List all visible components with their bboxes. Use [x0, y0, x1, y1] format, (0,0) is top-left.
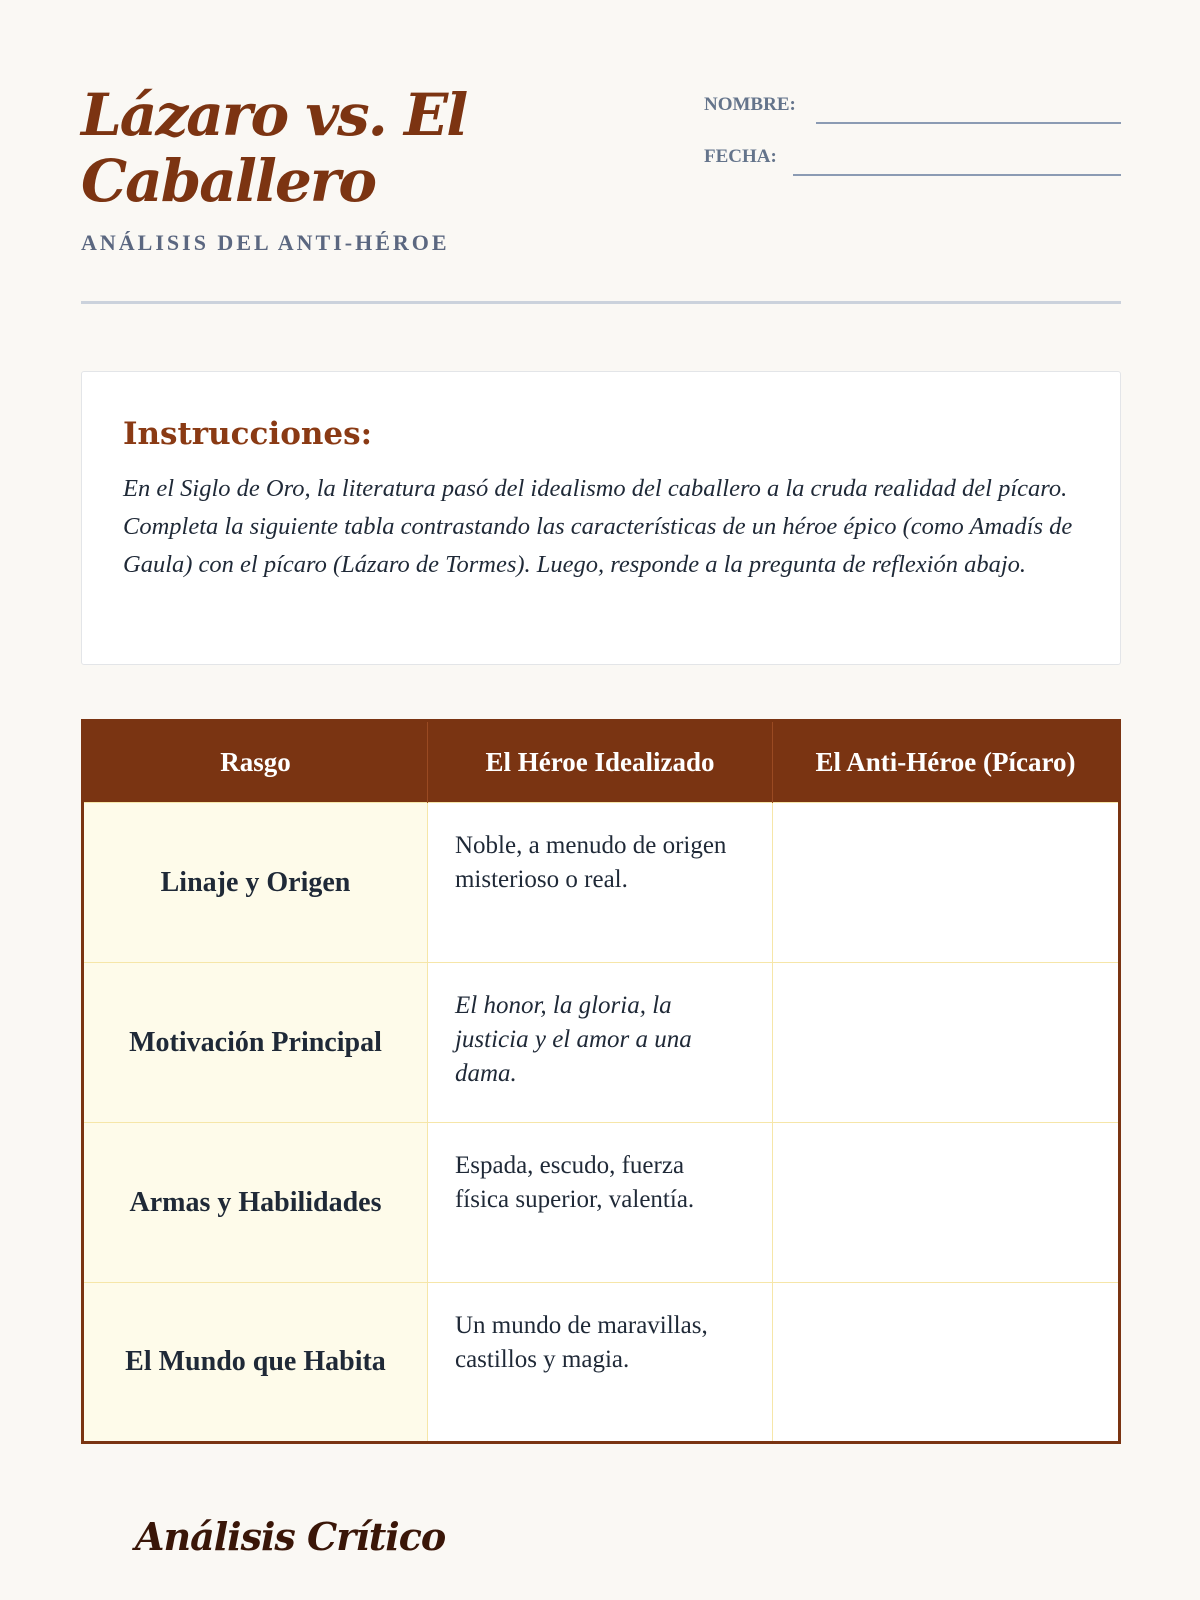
page-subtitle: ANÁLISIS DEL ANTI-HÉROE — [81, 230, 450, 255]
hero-cell: Espada, escudo, fuerza física superior, valentía. — [427, 1123, 772, 1283]
column-header-picaro: El Anti-Héroe (Pícaro) — [772, 721, 1119, 803]
table-header-row — [83, 721, 1120, 803]
date-label: FECHA: — [704, 146, 777, 167]
column-header-trait: Rasgo — [83, 721, 428, 803]
date-input-line[interactable] — [793, 174, 1121, 176]
page-title: Lázaro vs. El Caballero — [81, 81, 467, 215]
instructions-heading: Instrucciones: — [123, 416, 373, 452]
analysis-heading: Análisis Crítico — [135, 1514, 446, 1559]
table-row — [83, 1283, 1120, 1443]
trait-cell: Motivación Principal — [83, 963, 428, 1123]
picaro-answer-cell[interactable] — [772, 1283, 1119, 1443]
picaro-answer-cell[interactable] — [772, 1123, 1119, 1283]
name-input-line[interactable] — [816, 122, 1121, 124]
date-field[interactable] — [704, 140, 1121, 176]
comparison-table — [81, 719, 1121, 1444]
hero-cell: Un mundo de maravillas, castillos y magia. — [427, 1283, 772, 1443]
trait-cell: Linaje y Origen — [83, 803, 428, 963]
table-row — [83, 803, 1120, 963]
instructions-text: En el Siglo de Oro, la literatura pasó del idealismo del caballero a la cruda realidad del pícaro. Completa la siguiente tabla contrastando las características de un héroe épico (como Amadís de Gaula) con el pícaro (Lázaro de Tormes). Luego, responde a la pregunta de reflexión abajo. — [123, 475, 1073, 578]
table-row — [83, 1123, 1120, 1283]
instructions-box — [81, 371, 1121, 665]
hero-cell: Noble, a menudo de origen misterioso o real. — [427, 803, 772, 963]
name-label: NOMBRE: — [704, 94, 796, 115]
column-header-hero: El Héroe Idealizado — [427, 721, 772, 803]
worksheet-header — [81, 82, 1121, 304]
table-row — [83, 963, 1120, 1123]
trait-cell: Armas y Habilidades — [83, 1123, 428, 1283]
hero-cell: El honor, la gloria, la justicia y el amor a una dama. — [427, 963, 772, 1123]
picaro-answer-cell[interactable] — [772, 963, 1119, 1123]
picaro-answer-cell[interactable] — [772, 803, 1119, 963]
trait-cell: El Mundo que Habita — [83, 1283, 428, 1443]
name-field[interactable] — [704, 88, 1121, 124]
